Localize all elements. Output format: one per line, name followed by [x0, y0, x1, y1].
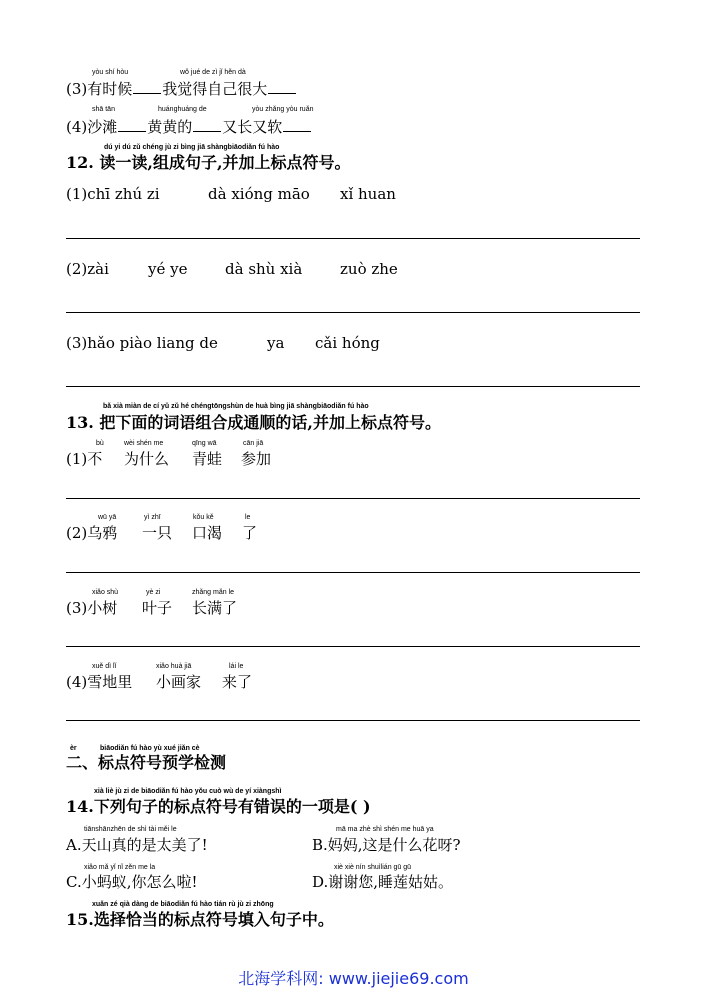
option-c[interactable]: C.小蚂蚁,你怎么啦! [66, 873, 198, 891]
q12-item-1: (1)chī zhú zi [66, 185, 160, 203]
pinyin: bù [96, 440, 104, 447]
answer-line[interactable] [66, 386, 640, 387]
question-13-title: 13. 把下面的词语组合成通顺的话,并加上标点符号。 [66, 413, 441, 432]
answer-blank[interactable] [193, 117, 221, 132]
answer-line[interactable] [66, 238, 640, 239]
pinyin: qīng wā [192, 440, 217, 447]
q13-item-4: (4)雪地里 [66, 673, 133, 691]
pinyin: kǒu kě [193, 514, 214, 521]
question-12-title: 12. 读一读,组成句子,并加上标点符号。 [66, 153, 351, 172]
question-15-title: 15.选择恰当的标点符号填入句子中。 [66, 910, 334, 929]
word: 参加 [241, 450, 272, 468]
pinyin: lái le [229, 663, 244, 670]
pinyin: biāodiǎn fú hào yù xué jiǎn cè [100, 745, 200, 752]
pinyin: tiānshānzhēn de shì tài měi le [84, 826, 177, 833]
pinyin: xiè xiè nín shuìlián gū gū [334, 864, 412, 871]
sentence-item-3: (3)有时候 我觉得自己很大 [66, 79, 297, 98]
answer-blank[interactable] [283, 117, 311, 132]
pinyin: wèi shén me [124, 440, 164, 447]
answer-blank[interactable] [133, 79, 161, 94]
word: 口渴 [192, 524, 223, 542]
pinyin: xiǎo shù [92, 589, 119, 596]
pinyin: shā tān [92, 106, 115, 113]
pinyin: xià liè jù zi de biāodiǎn fú hào yǒu cuò wù de yí xiàngshì [94, 788, 282, 795]
pinyin-word: dà shù xià [225, 260, 303, 278]
pinyin: huánghuáng de [158, 106, 207, 113]
pinyin: wū yā [98, 514, 117, 521]
pinyin: le [245, 514, 251, 521]
answer-line[interactable] [66, 312, 640, 313]
word: 小画家 [156, 673, 202, 691]
word: 叶子 [142, 599, 173, 617]
q12-item-2: (2)zài [66, 260, 109, 278]
pinyin: bǎ xià miàn de cí yǔ zǔ hé chéngtōngshùn de huà bìng jiā shàngbiāodiǎn fú hào [103, 403, 369, 410]
footer-watermark: 北海学科网: www.jiejie69.com [238, 969, 469, 988]
pinyin: yòu shí hòu [92, 69, 129, 76]
q12-item-3: (3)hǎo piào liang de [66, 334, 218, 352]
answer-blank[interactable] [268, 79, 296, 94]
pinyin: zhǎng mǎn le [192, 589, 235, 596]
option-d[interactable]: D.谢谢您,睡莲姑姑。 [312, 873, 454, 891]
answer-blank[interactable] [118, 117, 146, 132]
pinyin: èr [70, 745, 77, 752]
pinyin: yè zi [146, 589, 161, 596]
word: 长满了 [192, 599, 238, 617]
option-b[interactable]: B.妈妈,这是什么花呀? [312, 836, 461, 854]
pinyin: xuǎn zé qià dàng de biāodiǎn fú hào tián rù jù zi zhōng [92, 901, 274, 908]
answer-line[interactable] [66, 498, 640, 499]
q13-item-2: (2)乌鸦 [66, 524, 118, 542]
pinyin-word: dà xióng māo [208, 185, 310, 203]
pinyin: yì zhī [144, 514, 161, 521]
word: 一只 [142, 524, 173, 542]
pinyin: dú yi dú zǔ chéng jù zi bìng jiā shàngbiāodiǎn fú hào [104, 144, 280, 151]
word: 来了 [222, 673, 253, 691]
answer-line[interactable] [66, 646, 640, 647]
pinyin: wǒ jué de zì jǐ hěn dà [180, 69, 246, 76]
pinyin: xiǎo mǎ yǐ nǐ zěn me la [84, 864, 156, 871]
q13-item-3: (3)小树 [66, 599, 118, 617]
pinyin-word: ya [267, 334, 285, 352]
word: 为什么 [124, 450, 170, 468]
question-14-title: 14.下列句子的标点符号有错误的一项是( ) [66, 797, 371, 816]
option-a[interactable]: A.天山真的是太美了! [66, 836, 208, 854]
word: 青蛙 [192, 450, 223, 468]
pinyin-word: yé ye [148, 260, 188, 278]
answer-line[interactable] [66, 720, 640, 721]
pinyin: cān jiā [243, 440, 264, 447]
pinyin: yòu zhǎng yòu ruǎn [252, 106, 314, 113]
q13-item-1: (1)不 [66, 450, 103, 468]
pinyin-word: cǎi hóng [315, 334, 380, 352]
pinyin-word: xǐ huan [340, 185, 396, 203]
pinyin: xuě dì lǐ [92, 663, 117, 670]
sentence-item-4: (4)沙滩 黄黄的 又长又软 [66, 117, 312, 136]
pinyin-word: zuò zhe [340, 260, 398, 278]
answer-line[interactable] [66, 572, 640, 573]
pinyin: mā ma zhè shì shén me huā ya [336, 826, 434, 833]
section-2-title: 二、标点符号预学检测 [66, 753, 227, 772]
word: 了 [242, 524, 258, 542]
pinyin: xiǎo huà jiā [156, 663, 192, 670]
